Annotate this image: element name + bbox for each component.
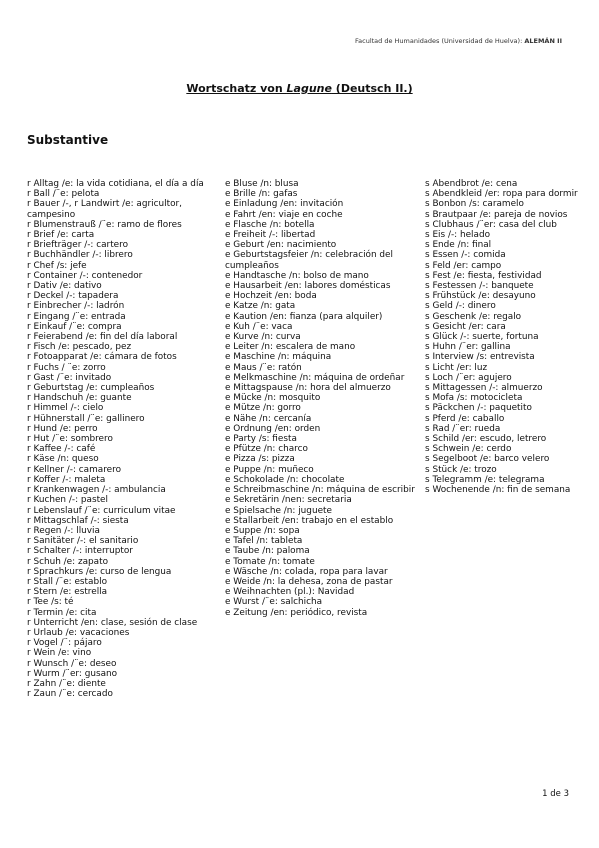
vocab-column-masculine <box>27 179 223 699</box>
vocab-entry: r Stall /¨e: establo <box>27 576 108 587</box>
vocab-entry: e Schokolade /n: chocolate <box>225 474 345 485</box>
vocab-column-neuter <box>425 179 579 495</box>
vocab-entry: s Päckchen /-: paquetito <box>425 403 532 414</box>
vocab-entry: r Einbrecher /-: ladrón <box>27 301 125 312</box>
vocab-entry: e Freiheit /-: libertad <box>225 230 316 241</box>
vocab-entry: e Geburtstagsfeier /n: celebración del cumpleaños <box>225 250 393 271</box>
vocab-entry: s Abendkleid /er: ropa para dormir <box>425 189 578 200</box>
vocab-entry: e Ordnung /en: orden <box>225 423 321 434</box>
vocab-entry: r Deckel /-: tapadera <box>27 291 119 302</box>
page-header <box>355 37 562 45</box>
vocab-entry: e Suppe /n: sopa <box>225 525 300 536</box>
vocab-entry: s Abendbrot /e: cena <box>425 179 518 189</box>
vocab-entry: r Brief /e: carta <box>27 230 95 241</box>
vocab-entry: s Feld /er: campo <box>425 260 502 271</box>
vocab-entry: r Käse /n: queso <box>27 454 99 465</box>
vocab-entry: r Fisch /e: pescado, pez <box>27 342 132 353</box>
vocab-entry: r Lebenslauf /¨e: curriculum vitae <box>27 505 176 516</box>
vocab-entry: r Schalter /-: interruptor <box>27 546 133 557</box>
vocab-entry: s Bonbon /s: caramelo <box>425 199 524 210</box>
vocab-entry: e Mütze /n: gorro <box>225 403 301 414</box>
title-prefix: Wortschatz von <box>186 82 287 95</box>
vocab-entry: r Regen /-: lluvia <box>27 525 100 536</box>
vocab-entry: r Hühnerstall /¨e: gallinero <box>27 413 145 424</box>
vocab-entry: r Gast /¨e: invitado <box>27 372 112 383</box>
vocab-entry: s Geld /-: dinero <box>425 301 496 312</box>
vocab-entry: e Taube /n: paloma <box>225 546 310 557</box>
vocab-entry: e Wurst /¨e: salchicha <box>225 597 323 608</box>
vocab-entry: r Hund /e: perro <box>27 423 98 434</box>
vocab-entry: r Bauer /-, r Landwirt /e: agricultor, campesino <box>27 199 182 220</box>
vocab-entry: e Hochzeit /en: boda <box>225 291 317 302</box>
vocab-entry: r Koffer /-: maleta <box>27 474 106 485</box>
vocab-entry: e Sekretärin /nen: secretaria <box>225 495 352 506</box>
vocab-entry: e Hausarbeit /en: labores domésticas <box>225 281 391 292</box>
title-italic-word: Lagune <box>286 82 332 95</box>
vocab-entry: e Wäsche /n: colada, ropa para lavar <box>225 566 388 577</box>
vocab-entry: r Tee /s: té <box>27 597 74 608</box>
vocab-entry: r Himmel /-: cielo <box>27 403 104 414</box>
vocab-entry: r Einkauf /¨e: compra <box>27 321 122 332</box>
vocab-entry: s Stück /e: trozo <box>425 464 497 475</box>
vocab-entry: s Loch /¨er: agujero <box>425 372 512 383</box>
vocab-entry: s Telegramm /e: telegrama <box>425 474 545 485</box>
vocab-entry: r Mittagschlaf /-: siesta <box>27 515 129 526</box>
vocab-entry: r Zaun /¨e: cercado <box>27 689 113 700</box>
vocab-entry: s Wochenende /n: fin de semana <box>425 485 571 496</box>
vocab-entry: s Licht /er: luz <box>425 362 488 373</box>
vocab-entry: r Eingang /¨e: entrada <box>27 311 126 322</box>
vocab-entry: s Huhn /¨er: gallina <box>425 342 511 353</box>
vocab-entry: e Tomate /n: tomate <box>225 556 315 567</box>
vocab-entry: e Maschine /n: máquina <box>225 352 332 363</box>
vocab-entry: s Festessen /-: banquete <box>425 281 534 292</box>
vocab-entry: r Wunsch /¨e: deseo <box>27 658 117 669</box>
vocab-entry: e Kuh /¨e: vaca <box>225 321 293 332</box>
vocab-entry: r Zahn /¨e: diente <box>27 678 106 689</box>
vocab-entry: e Mittagspause /n: hora del almuerzo <box>225 383 391 394</box>
vocab-entry: e Fahrt /en: viaje en coche <box>225 209 343 220</box>
vocab-entry: e Leiter /n: escalera de mano <box>225 342 356 353</box>
vocab-entry: r Ball /¨e: pelota <box>27 189 100 200</box>
vocab-entry: s Frühstück /e: desayuno <box>425 291 536 302</box>
vocab-entry: r Unterricht /en: clase, sesión de clase <box>27 617 198 628</box>
vocab-entry: r Buchhändler /-: librero <box>27 250 133 261</box>
vocab-entry: e Puppe /n: muñeco <box>225 464 314 475</box>
page-number: 1 de 3 <box>542 789 569 799</box>
vocab-entry: e Kurve /n: curva <box>225 332 301 343</box>
vocab-entry: e Stallarbeit /en: trabajo en el establo <box>225 515 394 526</box>
vocab-entry: r Hut /¨e: sombrero <box>27 434 113 445</box>
vocab-entry: e Einladung /en: invitación <box>225 199 344 210</box>
vocab-entry: s Ende /n: final <box>425 240 492 251</box>
vocab-entry: s Essen /-: comida <box>425 250 506 261</box>
vocab-entry: s Glück /-: suerte, fortuna <box>425 332 539 343</box>
vocab-entry: e Geburt /en: nacimiento <box>225 240 337 251</box>
vocab-entry: e Maus /¨e: ratón <box>225 362 302 373</box>
vocab-entry: r Wurm /¨er: gusano <box>27 668 118 679</box>
vocab-entry: e Mücke /n: mosquito <box>225 393 321 404</box>
vocab-entry: r Termin /e: cita <box>27 607 97 618</box>
vocab-entry: s Brautpaar /e: pareja de novios <box>425 209 568 220</box>
vocab-entry: r Handschuh /e: guante <box>27 393 132 404</box>
vocab-entry: e Party /s: fiesta <box>225 434 297 445</box>
vocab-entry: e Nähe /n: cercanía <box>225 413 312 424</box>
vocab-entry: r Krankenwagen /-: ambulancia <box>27 485 166 496</box>
vocab-entry: r Chef /s: jefe <box>27 260 87 271</box>
vocab-entry: r Wein /e: vino <box>27 648 92 659</box>
vocab-entry: s Fest /e: fiesta, festividad <box>425 270 542 281</box>
vocab-entry: r Sprachkurs /e: curso de lengua <box>27 566 172 577</box>
vocab-entry: s Pferd /e: caballo <box>425 413 505 424</box>
vocab-entry: e Brille /n: gafas <box>225 189 298 200</box>
vocab-entry: s Interview /s: entrevista <box>425 352 535 363</box>
vocab-entry: r Feierabend /e: fin del día laboral <box>27 332 178 343</box>
vocab-entry: s Clubhaus /¨er: casa del club <box>425 219 557 230</box>
vocab-entry: r Kuchen /-: pastel <box>27 495 108 506</box>
header-institution: Facultad de Humanidades (Universidad de Huelva): <box>355 37 525 45</box>
vocab-entry: e Tafel /n: tableta <box>225 536 303 547</box>
vocab-entry: r Sanitäter /-: el sanitario <box>27 536 139 547</box>
title-suffix: (Deutsch II.) <box>331 82 413 95</box>
vocab-entry: r Briefträger /-: cartero <box>27 240 129 251</box>
vocab-entry: r Vogel /¨: pájaro <box>27 638 102 649</box>
vocab-entry: r Kellner /-: camarero <box>27 464 121 475</box>
vocab-entry: e Zeitung /en: periódico, revista <box>225 607 368 618</box>
vocab-entry: s Geschenk /e: regalo <box>425 311 522 322</box>
vocab-entry: e Pizza /s: pizza <box>225 454 295 465</box>
vocab-entry: r Geburtstag /e: cumpleaños <box>27 383 155 394</box>
vocab-entry: e Weide /n: la dehesa, zona de pastar <box>225 576 393 587</box>
vocab-entry: r Kaffee /-: café <box>27 444 96 455</box>
vocab-entry: s Schwein /e: cerdo <box>425 444 512 455</box>
vocab-entry: s Gesicht /er: cara <box>425 321 506 332</box>
vocab-entry: e Bluse /n: blusa <box>225 179 299 189</box>
vocab-entry: e Schreibmaschine /n: máquina de escribir <box>225 485 415 496</box>
vocab-entry: r Blumenstrauß /¨e: ramo de flores <box>27 219 182 230</box>
vocab-entry: r Schuh /e: zapato <box>27 556 109 567</box>
vocab-entry: r Dativ /e: dativo <box>27 281 102 292</box>
vocab-entry: r Stern /e: estrella <box>27 587 108 598</box>
vocab-entry: s Schild /er: escudo, letrero <box>425 434 547 445</box>
section-heading: Substantive <box>27 133 109 147</box>
vocab-entry: e Katze /n: gata <box>225 301 296 312</box>
header-subject: ALEMÁN II <box>524 37 562 45</box>
vocab-entry: e Weihnachten (pl.): Navidad <box>225 587 355 598</box>
vocab-entry: s Mofa /s: motocicleta <box>425 393 523 404</box>
vocab-entry: e Pfütze /n: charco <box>225 444 308 455</box>
vocab-entry: s Rad /¨er: rueda <box>425 423 501 434</box>
vocab-entry: r Container /-: contenedor <box>27 270 143 281</box>
vocab-entry: s Eis /-: helado <box>425 230 491 241</box>
vocab-entry: r Alltag /e: la vida cotidiana, el día a día <box>27 179 204 189</box>
vocab-entry: e Handtasche /n: bolso de mano <box>225 270 369 281</box>
vocab-entry: r Fuchs / ¨e: zorro <box>27 362 106 373</box>
document-title <box>0 82 599 95</box>
vocab-entry: s Mittagessen /-: almuerzo <box>425 383 543 394</box>
vocab-column-feminine <box>225 179 420 618</box>
vocab-entry: r Fotoapparat /e: cámara de fotos <box>27 352 177 363</box>
vocab-entry: e Kaution /en: fianza (para alquiler) <box>225 311 383 322</box>
vocab-entry: r Urlaub /e: vacaciones <box>27 627 130 638</box>
vocab-entry: e Melkmaschine /n: máquina de ordeñar <box>225 372 405 383</box>
vocab-entry: e Spielsache /n: juguete <box>225 505 332 516</box>
vocab-entry: e Flasche /n: botella <box>225 219 315 230</box>
vocab-entry: s Segelboot /e: barco velero <box>425 454 550 465</box>
